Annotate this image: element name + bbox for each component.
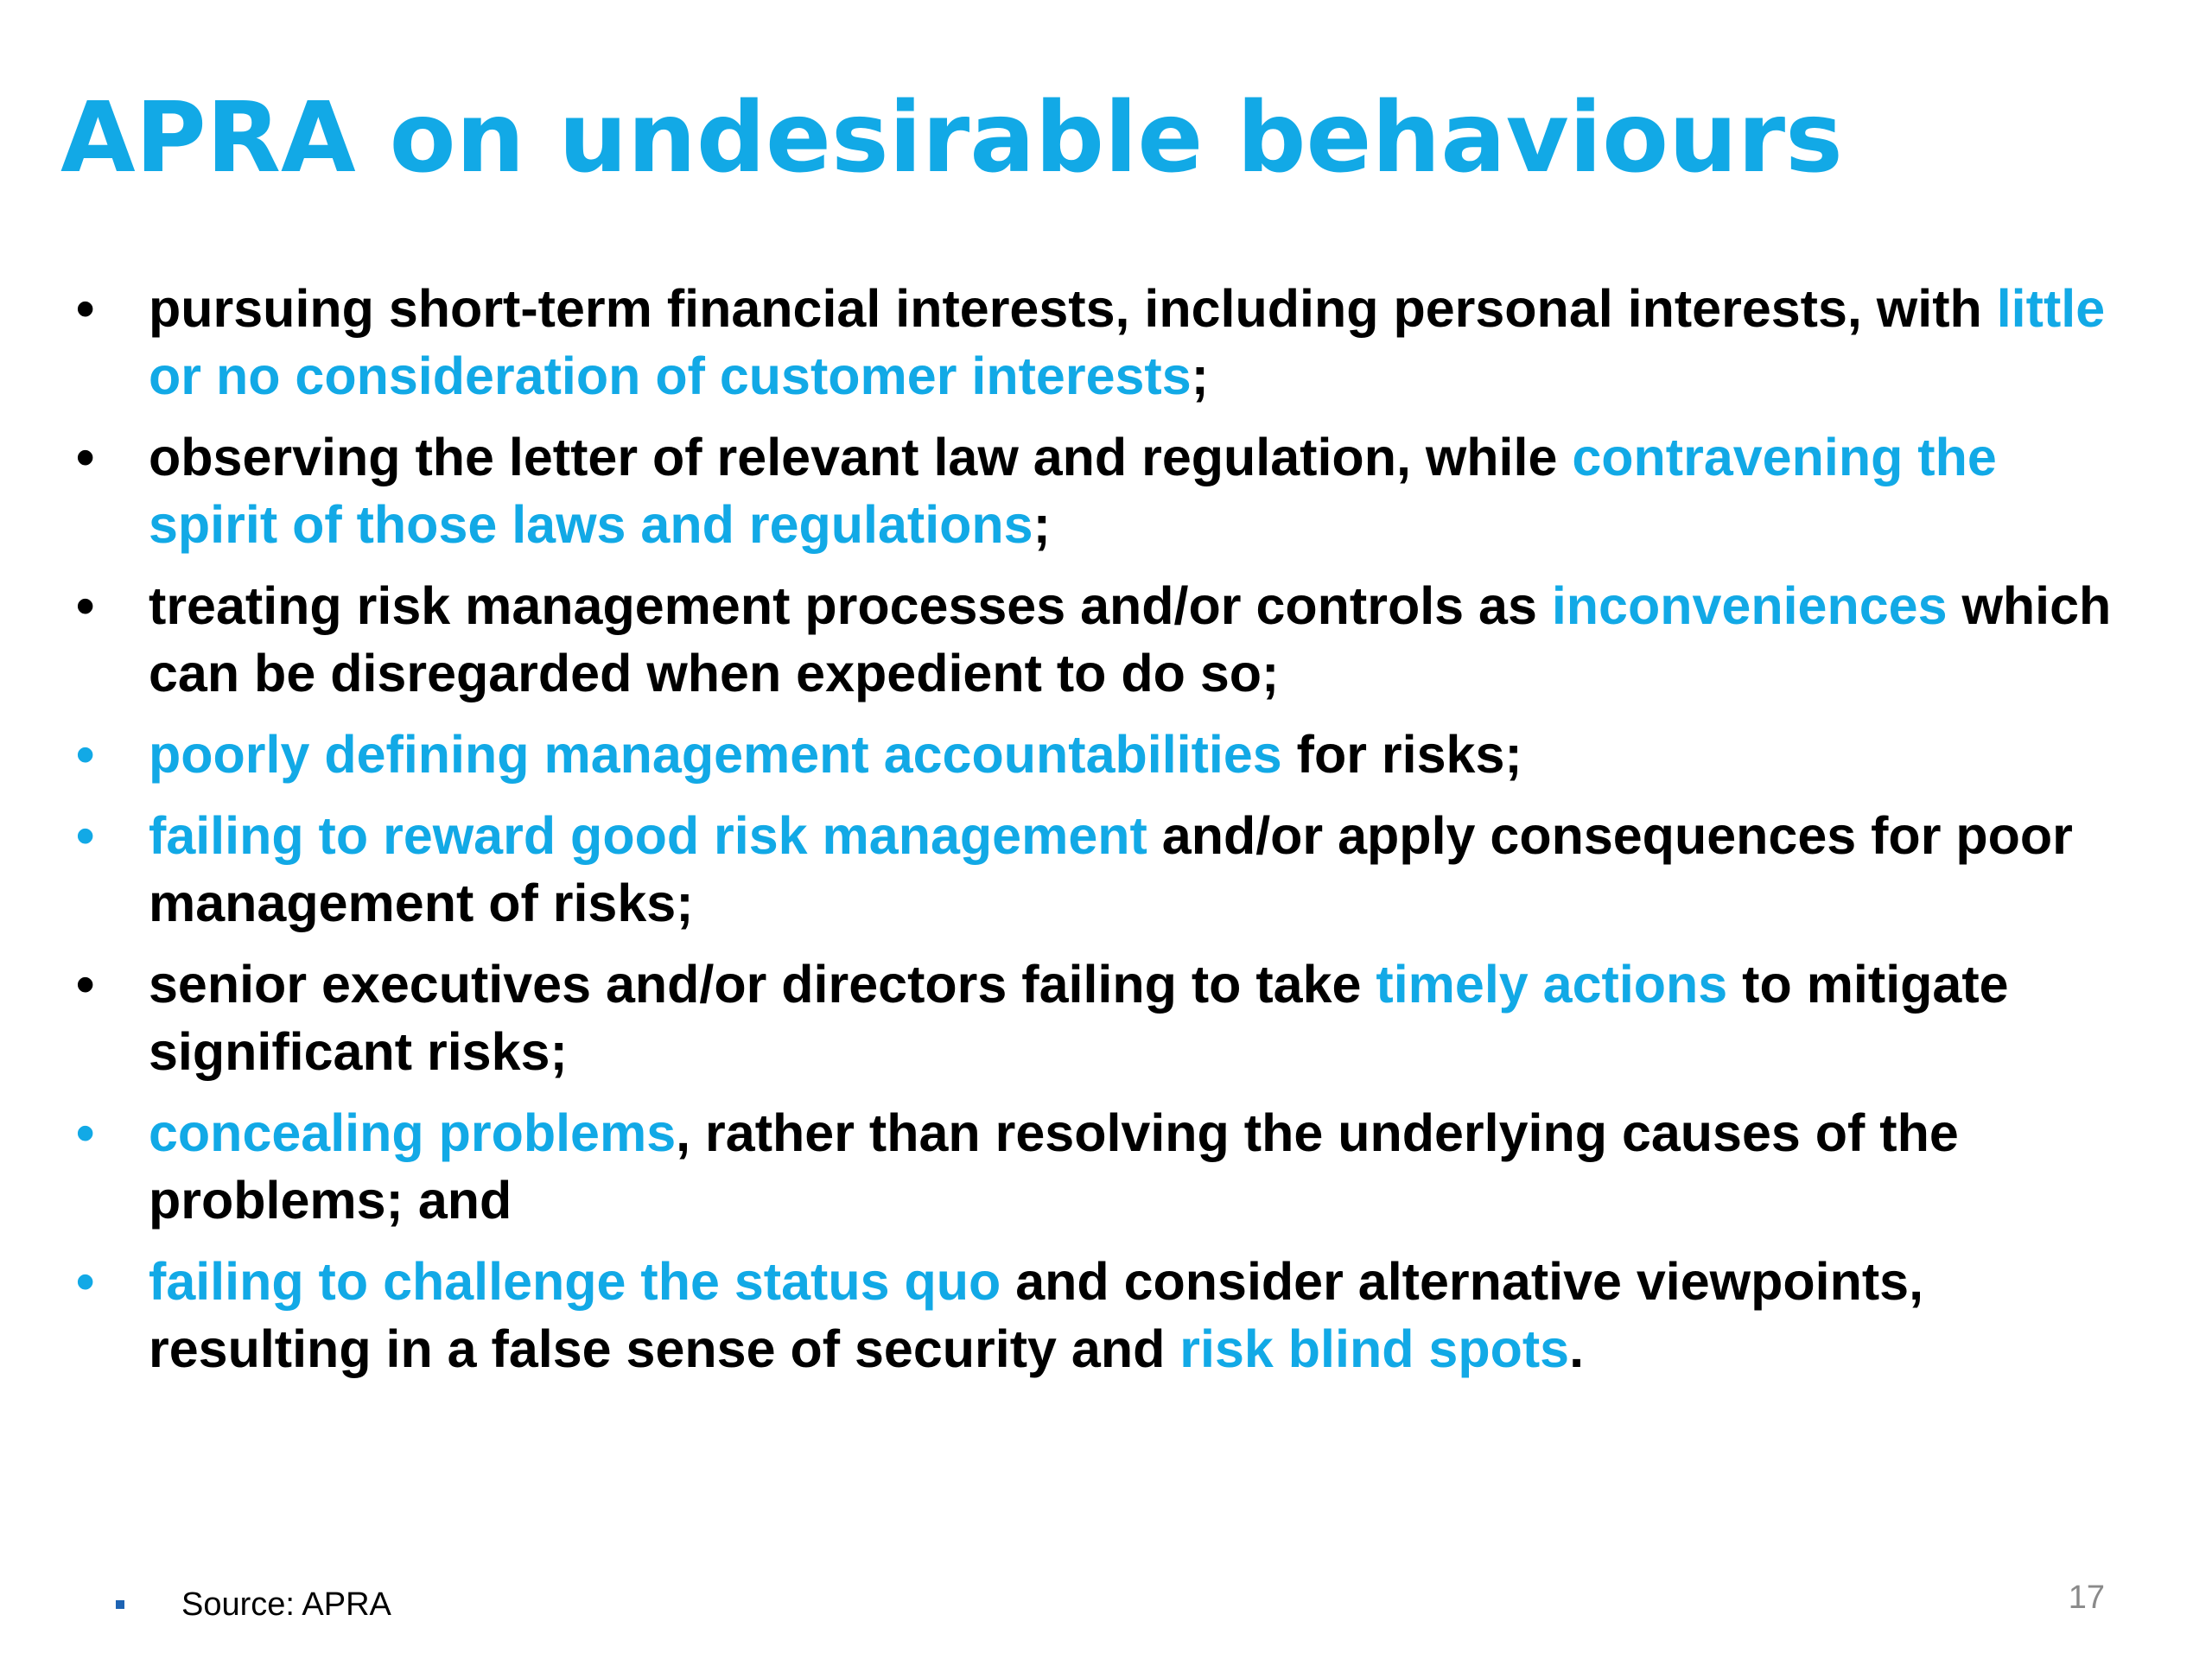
- bullet-dot-icon: •: [76, 725, 95, 784]
- bullet-dot-icon: •: [76, 955, 95, 1014]
- bullet-text: senior executives and/or directors failing to take: [149, 955, 1376, 1014]
- bullet-item: [69, 950, 2126, 1085]
- slide-title: APRA on undesirable behaviours: [60, 82, 1843, 194]
- bullet-text: and/or apply consequences for poor management of risks;: [149, 806, 2073, 932]
- highlighted-text: concealing problems: [149, 1103, 677, 1162]
- bullet-text: ;: [1033, 495, 1051, 554]
- highlighted-text: inconveniences: [1551, 576, 1948, 635]
- footer-marker-icon: [116, 1600, 124, 1609]
- highlighted-text: failing to reward good risk management: [149, 806, 1147, 865]
- bullet-item: [69, 1248, 2126, 1382]
- bullet-list: [69, 275, 2126, 1396]
- bullet-text: , rather than resolving the underlying causes of the problems; and: [149, 1103, 1959, 1230]
- bullet-text: observing the letter of relevant law and regulation, while: [149, 428, 1573, 486]
- bullet-text: which can be disregarded when expedient to do so;: [149, 576, 2112, 702]
- page-number: 17: [2068, 1580, 2105, 1616]
- bullet-dot-icon: •: [76, 1103, 95, 1162]
- highlighted-text: poorly defining management accountabilities: [149, 725, 1282, 784]
- highlighted-text: little or no consideration of customer interests: [149, 279, 2106, 405]
- highlighted-text: contravening the spirit of those laws and regulations: [149, 428, 1997, 554]
- bullet-text: and consider alternative viewpoints, resulting in a false sense of security and: [149, 1252, 1924, 1378]
- bullet-dot-icon: •: [76, 806, 95, 865]
- bullet-text: treating risk management processes and/or controls as: [149, 576, 1552, 635]
- bullet-item: [69, 721, 2126, 788]
- bullet-item: [69, 423, 2126, 558]
- bullet-dot-icon: •: [76, 576, 95, 635]
- bullet-dot-icon: •: [76, 279, 95, 338]
- bullet-text: .: [1569, 1319, 1585, 1378]
- highlighted-text: timely actions: [1376, 955, 1728, 1014]
- bullet-item: [69, 802, 2126, 937]
- highlighted-text: failing to challenge the status quo: [149, 1252, 1001, 1311]
- source-note: Source: APRA: [181, 1586, 391, 1623]
- bullet-item: [69, 275, 2126, 410]
- highlighted-text: risk blind spots: [1179, 1319, 1570, 1378]
- bullet-dot-icon: •: [76, 1252, 95, 1311]
- bullet-text: ;: [1191, 346, 1209, 405]
- bullet-item: [69, 1099, 2126, 1234]
- bullet-item: [69, 572, 2126, 707]
- bullet-text: to mitigate significant risks;: [149, 955, 2009, 1081]
- bullet-dot-icon: •: [76, 428, 95, 486]
- bullet-text: pursuing short-term financial interests, including personal interests, with: [149, 279, 1997, 338]
- bullet-text: for risks;: [1281, 725, 1522, 784]
